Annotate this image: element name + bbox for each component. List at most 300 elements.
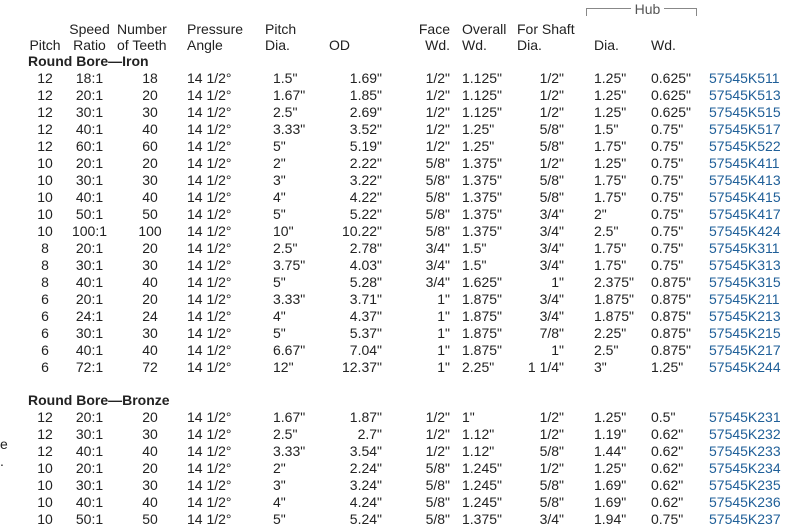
- overall-width-cell: 1": [462, 409, 475, 425]
- speed-ratio-cell: 20:1: [75, 155, 104, 171]
- hub-width-cell: 0.5": [651, 409, 676, 425]
- shaft-dia-cell: 3/4": [539, 240, 564, 256]
- od-cell: 3.54": [349, 443, 382, 459]
- hub-width-cell: 0.75": [651, 223, 684, 239]
- hub-width-cell: 0.75": [651, 172, 684, 188]
- section-header: [28, 53, 806, 70]
- od-cell: 4.22": [349, 189, 382, 205]
- pitch-cell: 10: [37, 494, 53, 510]
- od-cell: 5.19": [349, 138, 382, 154]
- shaft-dia-cell: 1/2": [539, 70, 564, 86]
- od-cell: 7.04": [349, 342, 382, 358]
- pitch-cell: 10: [37, 511, 53, 527]
- part-number-link[interactable]: 57545K415: [709, 189, 781, 205]
- overall-width-cell: 1.125": [462, 70, 503, 86]
- part-number-link[interactable]: 57545K511: [709, 70, 780, 86]
- face-width-cell: 1": [437, 325, 450, 341]
- shaft-dia-cell: 1": [551, 342, 564, 358]
- shaft-dia-cell: 1/2": [539, 426, 564, 442]
- pitch-cell: 8: [41, 274, 49, 290]
- part-number-link[interactable]: 57545K311: [709, 240, 780, 256]
- pitch-cell: 12: [37, 70, 53, 86]
- speed-ratio-cell: 40:1: [75, 121, 104, 137]
- face-width-cell: 3/4": [425, 257, 450, 273]
- face-width-cell: 1": [437, 342, 450, 358]
- pressure-angle-cell: 14 1/2°: [187, 87, 232, 103]
- table-row: [28, 240, 806, 257]
- part-number-link[interactable]: 57545K231: [709, 409, 781, 425]
- hub-dia-cell: 1.5": [594, 121, 619, 137]
- face-width-cell: 1/2": [425, 426, 450, 442]
- overall-width-cell: 1.375": [462, 206, 503, 222]
- hub-dia-cell: 2.25": [594, 325, 627, 341]
- pressure-angle-cell: 14 1/2°: [187, 121, 232, 137]
- hub-width-cell: 0.75": [651, 189, 684, 205]
- col-shaft-dia: For Shaft Dia.: [517, 21, 575, 53]
- pitch-cell: 6: [41, 325, 49, 341]
- column-header-row: [28, 17, 806, 53]
- part-number-link[interactable]: 57545K233: [709, 443, 781, 459]
- od-cell: 12.37": [341, 359, 382, 375]
- speed-ratio-cell: 20:1: [75, 409, 104, 425]
- part-number-cell: [709, 87, 806, 104]
- col-pitch-dia: Pitch Dia.: [265, 21, 297, 53]
- od-cell: 3.71": [349, 291, 382, 307]
- table-row: [28, 257, 806, 274]
- hub-width-cell: 0.75": [651, 257, 684, 273]
- hub-dia-cell: 1.25": [594, 70, 627, 86]
- section-header: [28, 392, 806, 409]
- pitch-dia-cell: 5": [273, 274, 286, 290]
- od-cell: 2.69": [349, 104, 382, 120]
- part-number-link[interactable]: 57545K313: [709, 257, 781, 273]
- pitch-cell: 12: [37, 87, 53, 103]
- part-number-cell: [709, 257, 806, 274]
- table-row: [28, 189, 806, 206]
- teeth-cell: 24: [142, 308, 158, 324]
- overall-width-cell: 1.375": [462, 155, 503, 171]
- hub-dia-cell: 3": [594, 359, 607, 375]
- col-overall-width: Overall Wd.: [462, 21, 507, 53]
- face-width-cell: 1/2": [425, 104, 450, 120]
- part-number-cell: [709, 70, 806, 87]
- face-width-cell: 1/2": [425, 138, 450, 154]
- pitch-cell: 12: [37, 138, 53, 154]
- od-cell: 1.69": [349, 70, 382, 86]
- table-row: [28, 342, 806, 359]
- table-row: [28, 87, 806, 104]
- teeth-cell: 40: [142, 274, 158, 290]
- table-row: [28, 155, 806, 172]
- hub-width-cell: 0.75": [651, 121, 684, 137]
- pitch-dia-cell: 1.67": [273, 87, 306, 103]
- overall-width-cell: 1.245": [462, 477, 503, 493]
- pressure-angle-cell: 14 1/2°: [187, 240, 232, 256]
- table-row: [28, 291, 806, 308]
- col-hub-dia: Dia.: [594, 37, 619, 53]
- pressure-angle-cell: 14 1/2°: [187, 104, 232, 120]
- part-number-cell: [709, 155, 806, 172]
- face-width-cell: 3/4": [425, 274, 450, 290]
- table-row: [28, 223, 806, 240]
- part-number-link[interactable]: 57545K213: [709, 308, 781, 324]
- hub-dia-cell: 1.44": [594, 443, 627, 459]
- table-row: [28, 104, 806, 121]
- col-hub-width: Wd.: [651, 37, 676, 53]
- pitch-dia-cell: 12": [273, 359, 294, 375]
- speed-ratio-cell: 72:1: [75, 359, 104, 375]
- hub-width-cell: 0.875": [651, 274, 692, 290]
- hub-width-cell: 0.62": [651, 426, 684, 442]
- pitch-cell: 12: [37, 426, 53, 442]
- part-number-link[interactable]: 57545K211: [709, 291, 780, 307]
- table-row: [28, 494, 806, 511]
- speed-ratio-cell: 40:1: [75, 274, 104, 290]
- pitch-cell: 12: [37, 104, 53, 120]
- part-number-link[interactable]: 57545K217: [709, 342, 781, 358]
- hub-dia-cell: 1.19": [594, 426, 627, 442]
- part-number-cell: [709, 138, 806, 155]
- face-width-cell: 1/2": [425, 409, 450, 425]
- od-cell: 1.87": [349, 409, 382, 425]
- pitch-dia-cell: 2.5": [273, 426, 298, 442]
- hub-dia-cell: 1.875": [594, 291, 635, 307]
- shaft-dia-cell: 3/4": [539, 511, 564, 527]
- overall-width-cell: 1.12": [462, 443, 495, 459]
- face-width-cell: 1": [437, 291, 450, 307]
- shaft-dia-cell: 5/8": [539, 477, 564, 493]
- hub-width-cell: 0.75": [651, 206, 684, 222]
- part-number-cell: [709, 443, 806, 460]
- hub-width-cell: 0.75": [651, 155, 684, 171]
- table-row: [28, 325, 806, 342]
- pitch-cell: 12: [37, 121, 53, 137]
- face-width-cell: 1/2": [425, 70, 450, 86]
- pressure-angle-cell: 14 1/2°: [187, 274, 232, 290]
- speed-ratio-cell: 30:1: [75, 325, 104, 341]
- teeth-cell: 40: [142, 494, 158, 510]
- pitch-cell: 6: [41, 291, 49, 307]
- od-cell: 5.37": [349, 325, 382, 341]
- speed-ratio-cell: 30:1: [75, 426, 104, 442]
- hub-dia-cell: 2.375": [594, 274, 635, 290]
- table-row: [28, 359, 806, 376]
- overall-width-cell: 1.375": [462, 189, 503, 205]
- overall-width-cell: 1.125": [462, 87, 503, 103]
- pitch-dia-cell: 1.67": [273, 409, 306, 425]
- pressure-angle-cell: 14 1/2°: [187, 172, 232, 188]
- part-number-link[interactable]: 57545K235: [709, 477, 781, 493]
- speed-ratio-cell: 18:1: [75, 70, 104, 86]
- shaft-dia-cell: 5/8": [539, 494, 564, 510]
- overall-width-cell: 1.375": [462, 511, 503, 527]
- part-number-cell: [709, 121, 806, 138]
- col-pitch: Pitch: [29, 37, 61, 53]
- pressure-angle-cell: 14 1/2°: [187, 70, 232, 86]
- face-width-cell: 5/8": [425, 511, 450, 527]
- shaft-dia-cell: 3/4": [539, 291, 564, 307]
- teeth-cell: 50: [142, 206, 158, 222]
- pitch-cell: 10: [37, 477, 53, 493]
- section-title: Round Bore—Bronze: [28, 392, 170, 408]
- hub-dia-cell: 1.75": [594, 257, 627, 273]
- pitch-cell: 10: [37, 460, 53, 476]
- overall-width-cell: 1.12": [462, 426, 495, 442]
- hub-width-cell: 0.62": [651, 443, 684, 459]
- part-number-link[interactable]: 57545K411: [709, 155, 780, 171]
- part-number-link[interactable]: 57545K234: [709, 460, 781, 476]
- pitch-dia-cell: 10": [273, 223, 294, 239]
- part-number-cell: [709, 104, 806, 121]
- part-number-cell: [709, 477, 806, 494]
- part-number-link[interactable]: 57545K236: [709, 494, 781, 510]
- table-row: [28, 206, 806, 223]
- shaft-dia-cell: 7/8": [539, 325, 564, 341]
- pressure-angle-cell: 14 1/2°: [187, 443, 232, 459]
- hub-group-row: [28, 0, 806, 17]
- teeth-cell: 30: [142, 257, 158, 273]
- pitch-dia-cell: 3.33": [273, 291, 306, 307]
- shaft-dia-cell: 1": [551, 274, 564, 290]
- section-title: Round Bore—Iron: [28, 53, 149, 69]
- part-number-link[interactable]: 57545K315: [709, 274, 781, 290]
- edge-mark-1: e: [0, 436, 8, 452]
- pressure-angle-cell: 14 1/2°: [187, 460, 232, 476]
- pressure-angle-cell: 14 1/2°: [187, 325, 232, 341]
- od-cell: 3.22": [349, 172, 382, 188]
- hub-dia-cell: 1.69": [594, 477, 627, 493]
- pressure-angle-cell: 14 1/2°: [187, 155, 232, 171]
- hub-dia-cell: 1.75": [594, 138, 627, 154]
- speed-ratio-cell: 40:1: [75, 494, 104, 510]
- od-cell: 3.52": [349, 121, 382, 137]
- hub-dia-cell: 1.875": [594, 308, 635, 324]
- od-cell: 2.7": [357, 426, 382, 442]
- hub-width-cell: 0.875": [651, 291, 692, 307]
- od-cell: 4.37": [349, 308, 382, 324]
- part-number-link[interactable]: 57545K232: [709, 426, 781, 442]
- od-cell: 3.24": [349, 477, 382, 493]
- pressure-angle-cell: 14 1/2°: [187, 189, 232, 205]
- shaft-dia-cell: 5/8": [539, 443, 564, 459]
- part-number-cell: [709, 206, 806, 223]
- face-width-cell: 1/2": [425, 87, 450, 103]
- part-number-link[interactable]: 57545K424: [709, 223, 781, 239]
- gear-spec-table: [28, 0, 806, 528]
- pressure-angle-cell: 14 1/2°: [187, 426, 232, 442]
- pressure-angle-cell: 14 1/2°: [187, 477, 232, 493]
- pressure-angle-cell: 14 1/2°: [187, 308, 232, 324]
- face-width-cell: 5/8": [425, 155, 450, 171]
- speed-ratio-cell: 50:1: [75, 511, 104, 527]
- part-number-cell: [709, 223, 806, 240]
- hub-width-cell: 0.625": [651, 104, 692, 120]
- speed-ratio-cell: 30:1: [75, 257, 104, 273]
- shaft-dia-cell: 3/4": [539, 257, 564, 273]
- teeth-cell: 40: [142, 443, 158, 459]
- part-number-cell: [709, 325, 806, 342]
- part-number-link[interactable]: 57545K215: [709, 325, 781, 341]
- speed-ratio-cell: 40:1: [75, 443, 104, 459]
- pitch-cell: 10: [37, 206, 53, 222]
- part-number-cell: [709, 409, 806, 426]
- pitch-dia-cell: 5": [273, 138, 286, 154]
- teeth-cell: 40: [142, 189, 158, 205]
- speed-ratio-cell: 40:1: [75, 342, 104, 358]
- col-teeth: Number of Teeth: [117, 21, 167, 53]
- od-cell: 2.78": [349, 240, 382, 256]
- table-row: [28, 172, 806, 189]
- part-number-link[interactable]: 57545K413: [709, 172, 781, 188]
- overall-width-cell: 1.375": [462, 223, 503, 239]
- hub-group-header: Hub: [586, 0, 709, 17]
- face-width-cell: 5/8": [425, 494, 450, 510]
- od-cell: 1.85": [349, 87, 382, 103]
- od-cell: 4.03": [349, 257, 382, 273]
- hub-width-cell: 1.25": [651, 359, 684, 375]
- part-number-cell: [709, 172, 806, 189]
- pitch-dia-cell: 3": [273, 477, 286, 493]
- overall-width-cell: 1.5": [462, 240, 487, 256]
- pitch-cell: 6: [41, 308, 49, 324]
- hub-width-cell: 0.875": [651, 325, 692, 341]
- shaft-dia-cell: 5/8": [539, 189, 564, 205]
- face-width-cell: 1": [437, 308, 450, 324]
- shaft-dia-cell: 1/2": [539, 104, 564, 120]
- hub-dia-cell: 2.5": [594, 223, 619, 239]
- shaft-dia-cell: 5/8": [539, 138, 564, 154]
- part-number-cell: [709, 359, 806, 376]
- pitch-dia-cell: 3.33": [273, 121, 306, 137]
- pitch-cell: 10: [37, 223, 53, 239]
- face-width-cell: 5/8": [425, 223, 450, 239]
- col-od: OD: [329, 37, 350, 53]
- overall-width-cell: 1.5": [462, 257, 487, 273]
- teeth-cell: 100: [138, 223, 162, 239]
- teeth-cell: 60: [142, 138, 158, 154]
- pitch-dia-cell: 5": [273, 325, 286, 341]
- pitch-cell: 8: [41, 240, 49, 256]
- part-number-cell: [709, 342, 806, 359]
- speed-ratio-cell: 40:1: [75, 189, 104, 205]
- teeth-cell: 40: [142, 342, 158, 358]
- part-number-link[interactable]: 57545K244: [709, 359, 781, 375]
- overall-width-cell: 1.245": [462, 460, 503, 476]
- part-number-cell: [709, 426, 806, 443]
- part-number-link[interactable]: 57545K513: [709, 87, 781, 103]
- pitch-dia-cell: 2": [273, 155, 286, 171]
- part-number-link[interactable]: 57545K237: [709, 511, 781, 527]
- overall-width-cell: 1.625": [462, 274, 503, 290]
- table-row: [28, 409, 806, 426]
- pitch-dia-cell: 4": [273, 308, 286, 324]
- shaft-dia-cell: 1/2": [539, 460, 564, 476]
- speed-ratio-cell: 30:1: [75, 172, 104, 188]
- pressure-angle-cell: 14 1/2°: [187, 359, 232, 375]
- hub-width-cell: 0.625": [651, 87, 692, 103]
- hub-dia-cell: 2": [594, 206, 607, 222]
- teeth-cell: 20: [142, 155, 158, 171]
- part-number-link[interactable]: 57545K517: [709, 121, 781, 137]
- speed-ratio-cell: 60:1: [75, 138, 104, 154]
- hub-dia-cell: 1.25": [594, 87, 627, 103]
- pressure-angle-cell: 14 1/2°: [187, 257, 232, 273]
- part-number-cell: [709, 240, 806, 257]
- pitch-dia-cell: 4": [273, 494, 286, 510]
- pitch-dia-cell: 4": [273, 189, 286, 205]
- teeth-cell: 20: [142, 291, 158, 307]
- teeth-cell: 30: [142, 104, 158, 120]
- pitch-cell: 10: [37, 172, 53, 188]
- teeth-cell: 30: [142, 325, 158, 341]
- col-pressure-angle: Pressure Angle: [187, 21, 244, 53]
- overall-width-cell: 1.875": [462, 291, 503, 307]
- overall-width-cell: 1.245": [462, 494, 503, 510]
- table-row: [28, 511, 806, 528]
- speed-ratio-cell: 30:1: [75, 477, 104, 493]
- part-number-cell: [709, 494, 806, 511]
- part-number-link[interactable]: 57545K515: [709, 104, 781, 120]
- speed-ratio-cell: 30:1: [75, 104, 104, 120]
- face-width-cell: 1/2": [425, 121, 450, 137]
- part-number-link[interactable]: 57545K417: [709, 206, 781, 222]
- part-number-cell: [709, 460, 806, 477]
- pitch-cell: 10: [37, 155, 53, 171]
- table-row: [28, 426, 806, 443]
- shaft-dia-cell: 1/2": [539, 409, 564, 425]
- pitch-dia-cell: 5": [273, 511, 286, 527]
- pitch-dia-cell: 6.67": [273, 342, 306, 358]
- teeth-cell: 30: [142, 477, 158, 493]
- hub-dia-cell: 1.75": [594, 189, 627, 205]
- pitch-dia-cell: 2.5": [273, 104, 298, 120]
- pressure-angle-cell: 14 1/2°: [187, 494, 232, 510]
- hub-width-cell: 0.75": [651, 511, 684, 527]
- hub-dia-cell: 1.25": [594, 104, 627, 120]
- table-row: [28, 138, 806, 155]
- pitch-cell: 12: [37, 409, 53, 425]
- hub-dia-cell: 1.75": [594, 240, 627, 256]
- table-row: [28, 460, 806, 477]
- table-row: [28, 70, 806, 87]
- speed-ratio-cell: 20:1: [75, 87, 104, 103]
- pitch-cell: 8: [41, 257, 49, 273]
- shaft-dia-cell: 5/8": [539, 172, 564, 188]
- shaft-dia-cell: 1/2": [539, 87, 564, 103]
- shaft-dia-cell: 3/4": [539, 223, 564, 239]
- pitch-dia-cell: 1.5": [273, 70, 298, 86]
- hub-dia-cell: 1.25": [594, 460, 627, 476]
- part-number-link[interactable]: 57545K522: [709, 138, 781, 154]
- pitch-dia-cell: 2": [273, 460, 286, 476]
- pitch-cell: 6: [41, 359, 49, 375]
- table-row: [28, 443, 806, 460]
- face-width-cell: 1": [437, 359, 450, 375]
- teeth-cell: 20: [142, 409, 158, 425]
- hub-width-cell: 0.62": [651, 494, 684, 510]
- speed-ratio-cell: 20:1: [75, 291, 104, 307]
- shaft-dia-cell: 1/2": [539, 155, 564, 171]
- pressure-angle-cell: 14 1/2°: [187, 223, 232, 239]
- hub-width-cell: 0.75": [651, 240, 684, 256]
- overall-width-cell: 1.25": [462, 121, 495, 137]
- teeth-cell: 20: [142, 87, 158, 103]
- teeth-cell: 40: [142, 121, 158, 137]
- shaft-dia-cell: 5/8": [539, 121, 564, 137]
- hub-dia-cell: 1.25": [594, 409, 627, 425]
- overall-width-cell: 1.875": [462, 342, 503, 358]
- teeth-cell: 30: [142, 426, 158, 442]
